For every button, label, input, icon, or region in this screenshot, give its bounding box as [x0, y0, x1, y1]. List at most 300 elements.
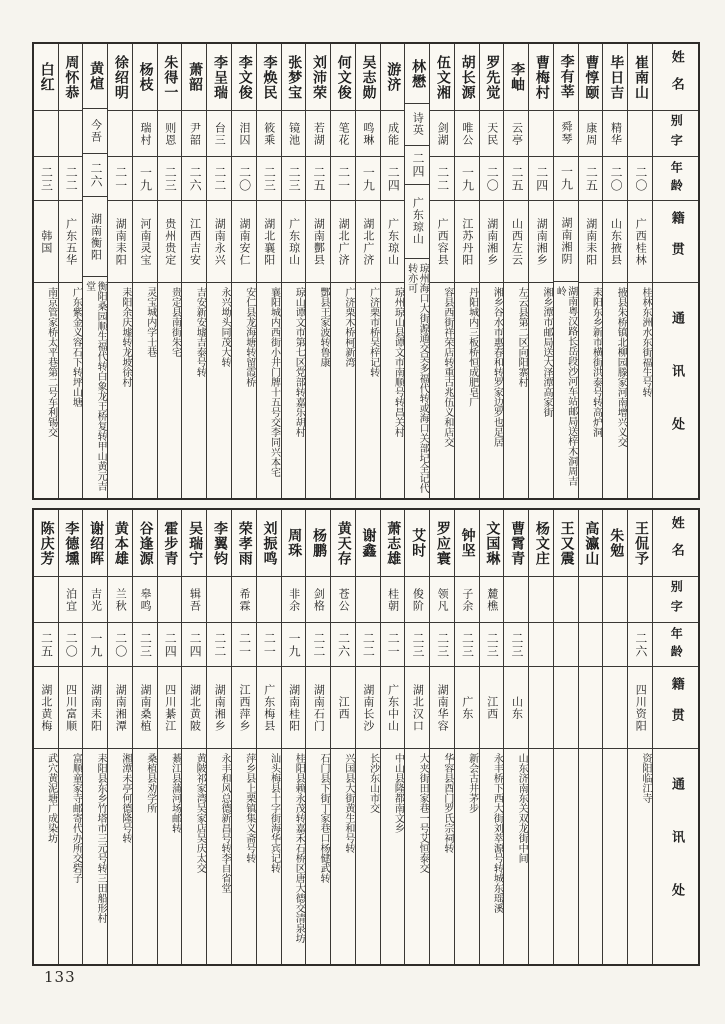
entry-origin: 山东掖县 [603, 201, 627, 283]
entry-age: 一九 [356, 157, 380, 201]
entry-zi: 非余 [282, 577, 306, 623]
entry-age: 二二 [430, 157, 454, 201]
entry-name: 曹梅村 [529, 44, 553, 111]
entry-address: 湖南粤汉路长岳段沙河车站邮局送梓木洞周吉岭 [554, 286, 577, 487]
entry-name: 徐绍明 [108, 44, 132, 111]
entry-name: 曹霄青 [504, 510, 528, 577]
entry-address: 富顺童家寺邮寄代办所交砦子 [70, 753, 82, 883]
person-column [553, 44, 578, 498]
person-column [380, 510, 405, 964]
entry-name: 崔南山 [628, 44, 652, 111]
person-column [82, 510, 107, 964]
entry-address: 永丰和风总德新昌号转李自省堂 [218, 753, 230, 893]
person-column [281, 44, 306, 498]
entry-origin: 四川綦江 [158, 667, 182, 749]
entry-address: 贵定县南街朱宅 [169, 287, 181, 357]
entry-origin: 湖南桂阳 [282, 667, 306, 749]
entry-age: 一九 [133, 157, 157, 201]
entry-origin: 湖南湘乡 [529, 201, 553, 283]
entry-name: 陈庆芳 [34, 510, 58, 577]
entry-origin: 山东 [504, 667, 528, 749]
entry-address: 琼州海口大街源通交吴多福代转或海口关部圮全记代转亦可 [405, 262, 429, 493]
entry-address: 永丰桥下西大街刘萃源号转城东瑶溪 [491, 753, 503, 913]
entry-age: 二六 [83, 154, 107, 197]
entry-origin: 江苏丹阳 [455, 201, 479, 283]
entry-zi: 唯公 [455, 111, 479, 157]
entry-origin: 四川富顺 [59, 667, 83, 749]
entry-age: 二二 [356, 623, 380, 667]
entry-address: 黄陂祁家湾吴家店吴庆太交 [194, 753, 206, 873]
entry-name: 李有莘 [554, 44, 578, 111]
entry-age: 二一 [232, 623, 256, 667]
column-header-address: 通讯处 [668, 311, 684, 470]
entry-address: 兴国县大街黄生和号转 [342, 753, 354, 853]
entry-address: 綦江县蒲河场邮转 [169, 753, 181, 833]
entry-age: 二五 [504, 157, 528, 201]
entry-age: 二四 [381, 157, 405, 201]
entry-origin: 湖北广济 [331, 201, 355, 283]
entry-origin: 湖南石门 [306, 667, 330, 749]
entry-address [579, 749, 603, 964]
entry-name: 李岫 [504, 44, 528, 111]
entry-address: 耒阳东乡新市横街洪泰号转高炉洞 [590, 287, 602, 437]
entry-address: 广东紫金义容石下转坪山塘 [70, 287, 82, 407]
entry-age: 二三 [455, 623, 479, 667]
entry-address: 石门县下街丁家巷口杨健武转 [318, 753, 330, 883]
person-column [429, 44, 454, 498]
entry-zi: 舜琴 [554, 111, 578, 157]
entry-address: 桂阳县赖永茂转嘉禾石桥区唐大德交清泉坊 [293, 753, 305, 943]
entry-origin: 广东琼山 [282, 201, 306, 283]
entry-zi [529, 577, 553, 623]
person-column [34, 510, 58, 964]
entry-name: 钟坚 [455, 510, 479, 577]
person-column [206, 510, 231, 964]
entry-name: 刘沛荣 [306, 44, 330, 111]
entry-name: 高瀛山 [579, 510, 603, 577]
entry-origin [579, 667, 603, 749]
entry-zi: 吉光 [83, 577, 107, 623]
entry-name: 荣孝雨 [232, 510, 256, 577]
entry-address: 衡阳桑园顺生福代转白象龙王桥复转甲山黄元吉堂 [83, 281, 107, 492]
entry-name: 罗先觉 [480, 44, 504, 111]
entry-zi: 俊阶 [405, 577, 429, 623]
entry-zi [34, 577, 58, 623]
entry-zi: 尹韶 [182, 111, 206, 157]
entry-age: 二二 [207, 157, 231, 201]
entry-name: 周珠 [282, 510, 306, 577]
entry-address: 中山县隆都南文乡 [392, 753, 404, 833]
person-column [602, 510, 627, 964]
entry-name: 李翼钧 [207, 510, 231, 577]
entry-zi: 若湖 [306, 111, 330, 157]
entry-zi [504, 577, 528, 623]
entry-origin: 广西容县 [430, 201, 454, 283]
entry-address: 武穴黄泥塘广成染坊 [45, 753, 57, 843]
person-column [132, 44, 157, 498]
entry-zi [108, 111, 132, 157]
entry-address: 耒阳县东乡竹塔市三元号转三田船形村 [95, 753, 107, 923]
person-column [380, 44, 405, 498]
entry-origin: 四川资阳 [628, 667, 652, 749]
person-column [107, 510, 132, 964]
entry-address: 湘乡潭市邮局送大泽潭高家街 [540, 287, 552, 417]
entry-name: 罗应寰 [430, 510, 454, 577]
entry-origin: 湖南湘乡 [480, 201, 504, 283]
entry-zi [579, 577, 603, 623]
person-column [330, 44, 355, 498]
entry-name: 谢绍晖 [83, 510, 107, 577]
entry-zi [34, 111, 58, 157]
header-column [652, 44, 698, 498]
entry-name: 吴瑞宁 [182, 510, 206, 577]
entry-origin: 湖南酆县 [306, 201, 330, 283]
entry-age: 二三 [158, 157, 182, 201]
entry-origin: 湖南湘阴 [554, 201, 578, 283]
entry-age: 二四 [405, 146, 429, 186]
column-header-origin: 籍贯 [653, 201, 698, 283]
entry-origin: 湖南长沙 [356, 667, 380, 749]
entry-age: 二五 [306, 157, 330, 201]
entry-zi: 泊宜 [59, 577, 83, 623]
entry-age: 二四 [182, 623, 206, 667]
person-column [503, 510, 528, 964]
column-header-zi: 别字 [653, 111, 698, 157]
entry-name: 谷逢源 [133, 510, 157, 577]
entry-zi [529, 111, 553, 157]
person-column [58, 510, 83, 964]
entry-zi: 剑格 [306, 577, 330, 623]
entry-zi [628, 111, 652, 157]
entry-age: 一九 [83, 623, 107, 667]
entry-address: 萍乡县上栗镇集义斋号转 [243, 753, 255, 863]
entry-origin: 广东五华 [59, 201, 83, 283]
entry-origin: 贵州贵定 [158, 201, 182, 283]
entry-age: 二〇 [232, 157, 256, 201]
person-column [181, 510, 206, 964]
entry-origin: 湖南湘潭 [108, 667, 132, 749]
entry-address: 新会古井茅步 [466, 753, 478, 813]
entry-address: 桂林东洲水东街福生号转 [640, 287, 651, 397]
entry-origin: 湖南耒阳 [83, 667, 107, 749]
entry-zi [257, 577, 281, 623]
person-column [627, 44, 652, 498]
entry-origin: 广西桂林 [628, 201, 652, 283]
person-column [132, 510, 157, 964]
entry-zi: 成能 [381, 111, 405, 157]
entry-name: 杨文庄 [529, 510, 553, 577]
entry-address: 丹阳城内三板桥恒成肥皂厂 [466, 287, 478, 407]
entry-address: 耒阳余庆墟转龙坡徐村 [119, 287, 131, 387]
entry-name: 周怀恭 [59, 44, 83, 111]
person-column [281, 510, 306, 964]
person-column [553, 510, 578, 964]
entry-age: 二一 [108, 157, 132, 201]
person-column [503, 44, 528, 498]
entry-address: 掖县朱桥镇北柳园滕家河南增兴义交 [615, 287, 627, 447]
person-column [157, 44, 182, 498]
entry-zi: 希霖 [232, 577, 256, 623]
person-column [256, 44, 281, 498]
entry-address: 琼州琼山县谭文市南顺号转昌关村 [392, 287, 404, 437]
entry-name: 张梦宝 [282, 44, 306, 111]
entry-age: 二〇 [603, 157, 627, 201]
entry-zi: 桂朝 [381, 577, 405, 623]
entry-age [554, 623, 578, 667]
entry-zi: 笔花 [331, 111, 355, 157]
entry-age: 二三 [405, 623, 429, 667]
column-header-zi: 别字 [653, 577, 698, 623]
person-column [206, 44, 231, 498]
entry-address: 酆县王家波转鲁康 [318, 287, 330, 367]
entry-origin: 湖北襄阳 [257, 201, 281, 283]
entry-origin: 湖北广济 [356, 201, 380, 283]
entry-address: 广济栗市桥吴梓记转 [367, 287, 379, 377]
entry-zi: 天民 [480, 111, 504, 157]
entry-zi: 苍公 [331, 577, 355, 623]
person-column [627, 510, 652, 964]
entry-zi: 今吾 [83, 109, 107, 154]
entry-name: 黄天存 [331, 510, 355, 577]
person-column [305, 510, 330, 964]
entry-zi: 皋鸣 [133, 577, 157, 623]
entry-origin: 湖南耒阳 [108, 201, 132, 283]
entry-origin: 湖南湘乡 [207, 667, 231, 749]
entry-age [603, 623, 627, 667]
header-column [652, 510, 698, 964]
entry-age: 二一 [381, 623, 405, 667]
person-column [578, 44, 603, 498]
entry-name: 李文俊 [232, 44, 256, 111]
entry-name: 黄本雄 [108, 510, 132, 577]
entry-zi: 鸣琳 [356, 111, 380, 157]
person-column [157, 510, 182, 964]
person-column [479, 510, 504, 964]
person-column [330, 510, 355, 964]
entry-zi: 诗英 [405, 104, 429, 145]
entry-origin: 湖南永兴 [207, 201, 231, 283]
entry-age: 二三 [133, 623, 157, 667]
entry-zi: 辑吾 [182, 577, 206, 623]
entry-name: 黄煊 [83, 44, 107, 109]
person-column [528, 510, 553, 964]
entry-address: 琼山谭文市第七区党部转嘉乐胡村 [293, 287, 305, 437]
entry-address: 左云县第二区向阳寨村 [516, 287, 528, 387]
entry-name: 王又震 [554, 510, 578, 577]
entry-name: 刘振鸣 [257, 510, 281, 577]
entry-address: 南京管家桥太平巷第二号车利锡交 [45, 287, 57, 437]
entry-name: 朱得一 [158, 44, 182, 111]
person-column [82, 44, 107, 498]
entry-origin: 河南灵宝 [133, 201, 157, 283]
entry-age: 二三 [34, 157, 58, 201]
entry-origin [554, 667, 578, 749]
person-column [107, 44, 132, 498]
entry-origin: 湖南华容 [430, 667, 454, 749]
entry-zi: 镜池 [282, 111, 306, 157]
person-column [429, 510, 454, 964]
entry-zi: 瑞村 [133, 111, 157, 157]
entry-name: 杨枝 [133, 44, 157, 111]
entry-name: 杨鹏 [306, 510, 330, 577]
entry-origin: 江西 [480, 667, 504, 749]
entry-origin [529, 667, 553, 749]
person-column [602, 44, 627, 498]
entry-name: 游济 [381, 44, 405, 111]
person-column [528, 44, 553, 498]
entry-age: 二六 [182, 157, 206, 201]
entry-name: 李德壎 [59, 510, 83, 577]
person-column [34, 44, 58, 498]
entry-name: 萧志雄 [381, 510, 405, 577]
entry-origin: 江西吉安 [182, 201, 206, 283]
entry-address: 安仁县龙海塘转留霞桥 [243, 287, 255, 387]
entry-age: 二三 [504, 623, 528, 667]
entry-origin: 山西左云 [504, 201, 528, 283]
entry-zi: 康周 [579, 111, 603, 157]
entry-name: 艾时 [405, 510, 429, 577]
entry-address: 长沙东山市交 [367, 753, 379, 813]
entry-name: 李呈瑞 [207, 44, 231, 111]
entry-address: 资阳临江寺 [640, 753, 651, 803]
entry-age: 二六 [628, 623, 652, 667]
entry-origin: 江西 [331, 667, 355, 749]
entry-origin: 湖北汉口 [405, 667, 429, 749]
entry-address: 汕头梅县十字街海华宾记转 [268, 753, 280, 873]
entry-address: 容县西街祥荣店转重古兆伍义和店交 [441, 287, 453, 447]
person-column [454, 510, 479, 964]
entry-zi [59, 111, 83, 157]
person-column [404, 44, 429, 498]
entry-age: 二一 [257, 623, 281, 667]
entry-zi: 筱乘 [257, 111, 281, 157]
entry-name: 朱勉 [603, 510, 627, 577]
entry-origin: 湖北黄陂 [182, 667, 206, 749]
entry-name: 胡长源 [455, 44, 479, 111]
entry-address [554, 749, 578, 964]
entry-zi: 台三 [207, 111, 231, 157]
entry-address [529, 749, 553, 964]
person-column [256, 510, 281, 964]
column-header-origin: 籍贯 [653, 667, 698, 749]
entry-zi [207, 577, 231, 623]
entry-zi: 麓樵 [480, 577, 504, 623]
entry-name: 吴志勋 [356, 44, 380, 111]
roster-table-upper [32, 42, 700, 500]
column-header-age: 年龄 [653, 623, 698, 667]
entry-age [579, 623, 603, 667]
entry-zi: 剑湖 [430, 111, 454, 157]
entry-age: 一九 [282, 623, 306, 667]
entry-age: 二〇 [628, 157, 652, 201]
entry-zi: 兰秋 [108, 577, 132, 623]
entry-name: 毕日吉 [603, 44, 627, 111]
entry-origin: 韩国 [34, 201, 58, 283]
entry-age: 二一 [331, 157, 355, 201]
entry-origin: 广东琼山 [381, 201, 405, 283]
entry-origin: 湖南安仁 [232, 201, 256, 283]
entry-address: 大夹街田家巷一号艾恒泰交 [417, 753, 429, 873]
entry-origin: 广东琼山 [405, 185, 429, 259]
entry-address: 华容县酉门罗氏宗祠转 [441, 753, 453, 853]
roster-table-lower [32, 508, 700, 966]
entry-age: 二〇 [108, 623, 132, 667]
entry-address: 广济栗木桥柯新湾 [342, 287, 354, 367]
person-column [404, 510, 429, 964]
entry-address: 湘乡谷水市惠春和转罗家边罗也足居 [491, 287, 503, 447]
entry-age: 二二 [306, 623, 330, 667]
entry-zi [158, 577, 182, 623]
entry-name: 谢鑫 [356, 510, 380, 577]
entry-address: 吉安新安墟吉泰号转 [194, 287, 206, 377]
entry-origin: 广东梅县 [257, 667, 281, 749]
person-column [355, 510, 380, 964]
entry-address [603, 749, 627, 964]
entry-name: 何文俊 [331, 44, 355, 111]
person-column [305, 44, 330, 498]
entry-age: 二五 [579, 157, 603, 201]
entry-name: 李焕民 [257, 44, 281, 111]
entry-name: 白红 [34, 44, 58, 111]
entry-zi [603, 577, 627, 623]
page-number: 133 [44, 968, 76, 986]
entry-address: 山东济南东关双龙街中间 [516, 753, 528, 863]
person-column [454, 44, 479, 498]
entry-address: 桑植县劝学所 [144, 753, 156, 813]
column-header-address: 通讯处 [668, 777, 684, 936]
entry-age: 二四 [529, 157, 553, 201]
entry-age: 二三 [257, 157, 281, 201]
entry-age: 二二 [59, 157, 83, 201]
entry-zi: 泪囚 [232, 111, 256, 157]
person-column [355, 44, 380, 498]
entry-name: 伍文湘 [430, 44, 454, 111]
entry-age: 二六 [331, 623, 355, 667]
entry-zi: 领凡 [430, 577, 454, 623]
entry-name: 林懋 [405, 44, 429, 104]
entry-zi: 精华 [603, 111, 627, 157]
entry-name: 霍步青 [158, 510, 182, 577]
entry-age: 二三 [282, 157, 306, 201]
person-column [231, 510, 256, 964]
entry-age: 二三 [480, 623, 504, 667]
entry-address: 灵宝城内学士巷 [144, 287, 156, 357]
entry-origin: 江西萍乡 [232, 667, 256, 749]
entry-name: 文国琳 [480, 510, 504, 577]
entry-origin: 湖南桑植 [133, 667, 157, 749]
entry-address: 永兴坳头同茂大转 [218, 287, 230, 367]
entry-age: 二二 [207, 623, 231, 667]
entry-age: 一九 [554, 157, 578, 201]
entry-origin: 广东中山 [381, 667, 405, 749]
column-header-name: 姓名 [653, 44, 698, 111]
entry-origin: 湖南耒阳 [579, 201, 603, 283]
entry-zi [554, 577, 578, 623]
entry-origin [603, 667, 627, 749]
entry-address: 湘潭未亭何德隆号转 [119, 753, 131, 843]
entry-age: 一九 [455, 157, 479, 201]
entry-zi: 子余 [455, 577, 479, 623]
entry-age: 二〇 [59, 623, 83, 667]
entry-zi: 则恩 [158, 111, 182, 157]
person-column [181, 44, 206, 498]
entry-zi [356, 577, 380, 623]
entry-age: 二三 [430, 623, 454, 667]
person-column [578, 510, 603, 964]
entry-name: 萧韶 [182, 44, 206, 111]
entry-origin: 湖北黄梅 [34, 667, 58, 749]
person-column [58, 44, 83, 498]
